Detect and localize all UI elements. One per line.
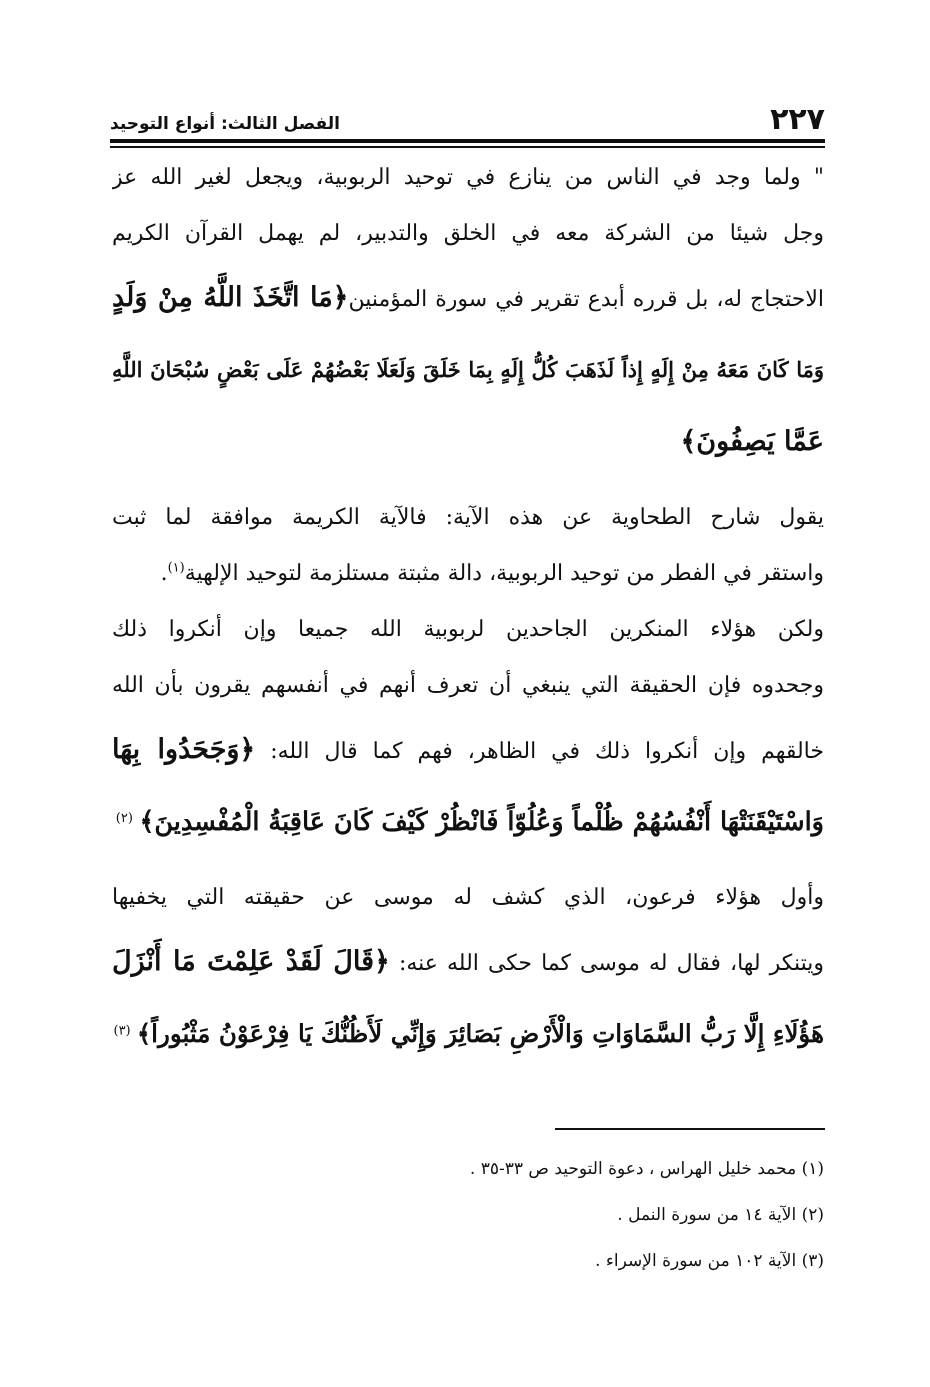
text-run: الاحتجاج له، بل قرره أبدع تقرير في سورة المؤمنين [348, 287, 824, 312]
footnote-ref: (٢) [115, 811, 133, 827]
paragraph-4 [112, 870, 824, 1070]
text-line [112, 262, 824, 334]
text-line: يقول شارح الطحاوية عن هذه الآية: فالآية الكريمة موافقة لما ثبت [112, 505, 824, 530]
quran-verse: ﴿قَالَ لَقَدْ عَلِمْتَ مَا أَنْزَلَ [112, 946, 390, 977]
text-line [112, 786, 824, 858]
page-number: ٢٢٧ [770, 102, 825, 137]
header-rule-thin [110, 146, 825, 148]
quran-verse: عَمَّا يَصِفُونَ﴾ [680, 426, 824, 457]
paragraph-2 [112, 490, 824, 602]
body-text [112, 150, 824, 1070]
quran-verse: وَاسْتَيْقَنَتْهَا أَنْفُسُهُمْ ظُلْماً وَعُلُوّاً فَانْظُرْ كَيْفَ كَانَ عَاقِبَةُ الْمُفْسِدِينَ﴾ [139, 807, 824, 837]
chapter-title: الفصل الثالث: أنواع التوحيد [110, 114, 340, 134]
footnote-ref: (١) [167, 560, 185, 576]
text-line: وأول هؤلاء فرعون، الذي كشف له موسى عن حقيقته التي يخفيها [112, 885, 824, 910]
header-rule-thick [110, 139, 825, 143]
paragraph-gap [112, 858, 824, 870]
quran-verse: ﴿مَا اتَّخَذَ اللَّهُ مِنْ وَلَدٍ [112, 282, 349, 313]
footnote-1: (١) محمد خليل الهراس ، دعوة التوحيد ص ٣٣-٣٥ . [469, 1159, 824, 1179]
text-line: وجحدوه فإن الحقيقة التي ينبغي أن تعرف أنهم في أنفسهم يقرون بأن الله [112, 673, 824, 698]
footnote-ref: (٣) [113, 1023, 131, 1039]
paragraph-1 [112, 150, 824, 478]
text-line: ولكن هؤلاء المنكرين الجاحدين لربوبية الله جميعا وإن أنكروا ذلك [112, 617, 824, 642]
text-run: خالقهم وإن أنكروا ذلك في الظاهر، فهم كما قال الله: [270, 739, 824, 764]
paragraph-3 [112, 602, 824, 858]
quran-verse: وَمَا كَانَ مَعَهُ مِنْ إِلَهٍ إِذاً لَذَهَبَ كُلُّ إِلَهٍ بِمَا خَلَقَ وَلَعَلَا بَعْضُهُمْ عَلَى بَعْضٍ سُبْحَانَ اللَّهِ [112, 357, 824, 382]
quran-verse: هَؤُلَاءِ إِلَّا رَبُّ السَّمَاوَاتِ وَالْأَرْضِ بَصَائِرَ وَإِنِّي لَأَظُنُّكَ يَا فِرْعَوْنُ مَثْبُوراً﴾ [136, 1019, 824, 1048]
paragraph-gap [112, 478, 824, 490]
text-run: ويتنكر لها، فقال له موسى كما حكى الله عنه: [398, 951, 824, 976]
text-line [112, 998, 824, 1070]
text-line [112, 714, 824, 786]
text-run: . [160, 561, 168, 586]
footnote-3: (٣) الآية ١٠٢ من سورة الإسراء . [595, 1251, 824, 1271]
text-line [112, 546, 824, 602]
text-line: " ولما وجد في الناس من ينازع في توحيد الربوبية، ويجعل لغير الله عز [112, 165, 824, 190]
text-line [112, 926, 824, 998]
quran-verse: ﴿وَجَحَدُوا بِهَا [112, 734, 256, 765]
footnote-2: (٢) الآية ١٤ من سورة النمل . [617, 1205, 824, 1225]
footnote-separator [555, 1128, 825, 1130]
text-line: وجل شيئا من الشركة معه في الخلق والتدبير، لم يهمل القرآن الكريم [112, 221, 824, 246]
running-header [110, 96, 825, 136]
footnotes [112, 1146, 824, 1284]
text-run: واستقر في الفطر من توحيد الربوبية، دالة مثبتة مستلزمة لتوحيد الإلهية [184, 561, 824, 586]
